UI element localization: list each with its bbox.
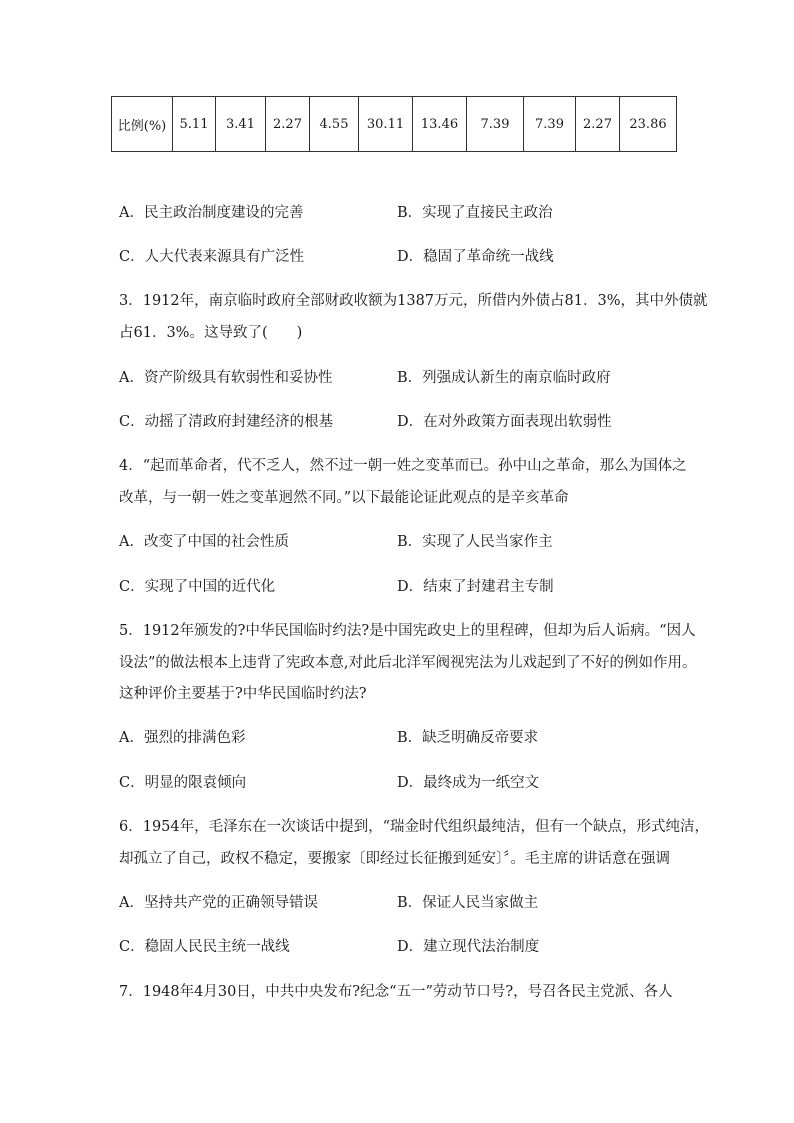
q6-stem-line: 却孤立了自己，政权不稳定，要搬家〔即经过长征搬到延安〕〞。毛主席的讲话意在强调: [119, 851, 670, 867]
q5-stem-line: 5．1912年颁发的?中华民国临时约法?是中国宪政史上的里程碑，但却为后人诟病。“因人: [119, 623, 696, 639]
table-cell: 23.86: [620, 97, 677, 152]
q5-option-d: D．最终成为一纸空文: [397, 775, 540, 791]
q2-option-c: C．人大代表来源具有广泛性: [119, 249, 305, 265]
q3-option-c: C．动摇了清政府封建经济的根基: [119, 414, 334, 430]
table-cell: 7.39: [467, 97, 524, 152]
table-cell: 4.55: [310, 97, 359, 152]
q3-stem-line: 3．1912年，南京临时政府全部财政收额为1387万元，所借内外债占81．3%，其中外债就: [119, 293, 708, 309]
table-cell: 3.41: [216, 97, 266, 152]
q5-stem-line: 这种评价主要基于?中华民国临时约法?: [119, 686, 367, 702]
q5-stem-line: 设法”的做法根本上违背了宪政本意,对此后北洋军阀视宪法为儿戏起到了不好的例如作用。: [119, 655, 697, 671]
q4-option-d: D．结束了封建君主专制: [397, 579, 554, 595]
q4-option-b: B．实现了人民当家作主: [397, 534, 553, 550]
table-cell: 2.27: [576, 97, 620, 152]
q6-option-d: D．建立现代法治制度: [397, 939, 540, 955]
q5-option-b: B．缺乏明确反帝要求: [397, 730, 539, 746]
q6-stem-line: 6．1954年，毛泽东在一次谈话中提到，“瑞金时代组织最纯洁，但有一个缺点，形式纯洁，: [119, 819, 710, 835]
q2-option-b: B．实现了直接民主政治: [397, 205, 553, 221]
q4-option-c: C．实现了中国的近代化: [119, 579, 276, 595]
q4-stem-line: 4．“起而革命者，代不乏人，然不过一朝一姓之变革而已。孙中山之革命，那么为国体之: [119, 458, 687, 474]
q2-option-d: D．稳固了革命统一战线: [397, 249, 554, 265]
q5-option-c: C．明显的限袁倾向: [119, 775, 247, 791]
table-cell: 13.46: [413, 97, 467, 152]
q4-stem-line: 改革，与一朝一姓之变革迥然不同。”以下最能论证此观点的是辛亥革命: [119, 490, 569, 506]
table-cell: 30.11: [359, 97, 413, 152]
table-cell: 7.39: [524, 97, 576, 152]
q4-option-a: A．改变了中国的社会性质: [119, 534, 289, 550]
table-cell: 5.11: [173, 97, 216, 152]
q6-option-a: A．坚持共产党的正确领导错误: [119, 895, 318, 911]
q3-option-d: D．在对外政策方面表现出软弱性: [397, 414, 612, 430]
q6-option-c: C．稳固人民民主统一战线: [119, 939, 290, 955]
q6-option-b: B．保证人民当家做主: [397, 895, 539, 911]
q2-option-a: A．民主政治制度建设的完善: [119, 205, 304, 221]
table-row: [112, 97, 677, 152]
table-cell: 2.27: [266, 97, 310, 152]
q5-option-a: A．强烈的排满色彩: [119, 730, 246, 746]
q3-stem-line: 占61．3%。这导致了( ): [119, 325, 303, 341]
q7-stem-line: 7．1948年4月30日，中共中央发布?纪念“五一”劳动节口号?，号召各民主党派、各人: [119, 984, 673, 1000]
table-header-cell: 比例(%): [112, 97, 173, 152]
ratio-table: [111, 96, 677, 152]
q3-option-b: B．列强成认新生的南京临时政府: [397, 370, 611, 386]
q3-option-a: A．资产阶级具有软弱性和妥协性: [119, 370, 333, 386]
